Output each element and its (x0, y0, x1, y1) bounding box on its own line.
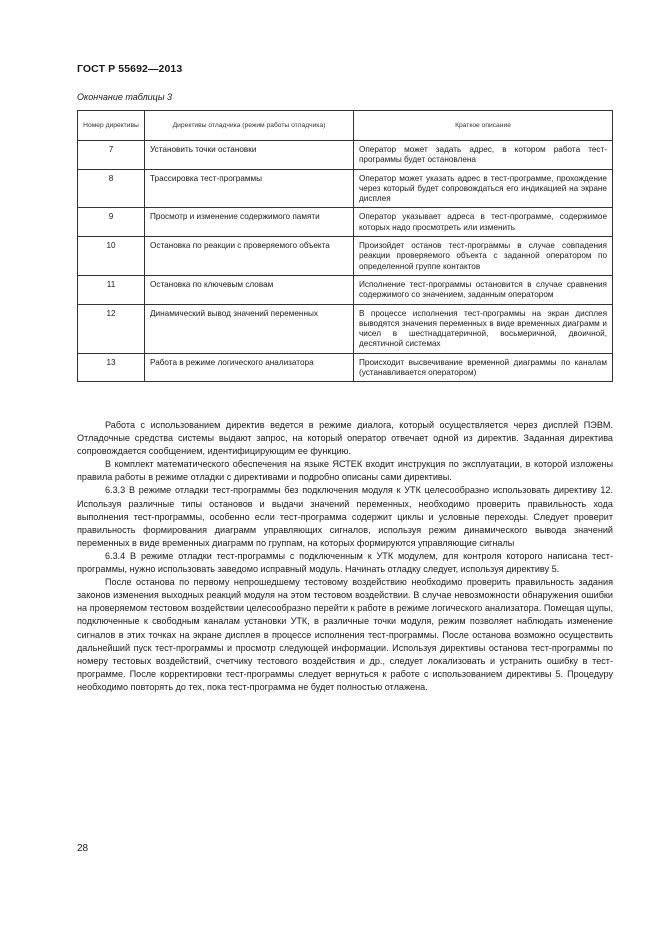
row-description: Оператор может указать адрес в тест-программе, прохождение через который будет сопровождаться его индикацией на экране дисплея (354, 169, 613, 208)
paragraph: После останова по первому непрошедшему тестовому воздействию необходимо проверить правильность задания законов изменения выходных реакций модуля на этом тестовом воздействии. В случае невозможности обнаружения ошибки на проверяемом тестовом воздействии целесообразно перейти к работе в режиме логического анализатора. Помещая щупы, подключенные к свободным каналам установки УТК, в различные точки модуля, режим позволяет наблюдать изменение сигналов в этих точках на экране дисплея в процессе исполнения тест-программы. После останова возможно осуществить дальнейший пуск тест-программы и просмотр следующей информации. Используя директивы останова тест-программы по номеру тестовых воздействий, счетчику тестового воздействия и др., следует локализовать и устранить ошибку в тест-программе. После корректировки тест-программы следует вернуться к работе с использованием директивы 5. Процедуру необходимо повторять до тех, пока тест-программа не будет полностью отлажена. (77, 577, 613, 692)
row-number: 7 (78, 141, 145, 170)
header-description: Краткое описание (354, 111, 613, 141)
row-description: Произойдет останов тест-программы в случае совпадения реакции проверяемого объекта с заданной оператором по определенной группе контактов (354, 237, 613, 276)
paragraph: В комплект математического обеспечения на языке ЯСТЕК входит инструкция по эксплуатации, в которой изложены правила работы в режиме отладки с директивами и подробно описаны сами директивы. (77, 459, 613, 483)
row-number: 9 (78, 208, 145, 237)
directives-table (77, 110, 613, 382)
body-text (77, 419, 613, 694)
row-directive: Остановка по реакции с проверяемого объекта (145, 237, 354, 276)
row-directive: Трассировка тест-программы (145, 169, 354, 208)
document-header: ГОСТ Р 55692—2013 (77, 63, 183, 75)
row-number: 13 (78, 353, 145, 382)
row-number: 12 (78, 304, 145, 353)
paragraph: 6.3.3 В режиме отладки тест-программы без подключения модуля к УТК целесообразно использовать директиву 12. Используя различные типы остановов и выдачи значений переменных, необходимо проверить правильность хода выполнения тест-программы, особенно если тест-программа содержит циклы и условные переходы. Следует проверит правильность формирования диаграмм управляющих сигналов, используя режим динамического вывода значений переменных в виде временных диаграмм по группам, на которых формируются управляющие сигналы (77, 485, 613, 548)
table-row (78, 353, 613, 382)
row-number: 11 (78, 275, 145, 304)
row-directive: Установить точки остановки (145, 141, 354, 170)
table-caption: Окончание таблицы 3 (77, 92, 172, 102)
paragraph: 6.3.4 В режиме отладки тест-программы с подключенным к УТК модулем, для контроля которого написана тест-программы, нужно использовать заведомо исправный модуль. Начинать отладку следует, используя директиву 5. (77, 550, 613, 575)
row-number: 8 (78, 169, 145, 208)
table-header-row (78, 111, 613, 141)
table-row (78, 208, 613, 237)
row-description: Оператор может задать адрес, в котором работа тест-программы будет остановлена (354, 141, 613, 170)
paragraph: Работа с использованием директив ведется в режиме диалога, который осуществляется через дисплей ПЭВМ. Отладочные средства системы выдают запрос, на который оператор отвечает одной из директив. Заданная директива сопровождается сообщением, идентифицирующим ее функцию. (77, 420, 613, 457)
row-directive: Динамический вывод значений переменных (145, 304, 354, 353)
row-directive: Остановка по ключевым словам (145, 275, 354, 304)
table-row (78, 304, 613, 353)
page-number: 28 (77, 843, 89, 854)
table-row (78, 237, 613, 276)
table-row (78, 141, 613, 170)
row-description: Происходит высвечивание временной диаграммы по каналам (устанавливается оператором) (354, 353, 613, 382)
row-directive: Просмотр и изменение содержимого памяти (145, 208, 354, 237)
header-directive: Директивы отладчика (режим работы отладчика) (145, 111, 354, 141)
row-number: 10 (78, 237, 145, 276)
row-description: Исполнение тест-программы остановится в случае сравнения содержимого со значением, заданным оператором (354, 275, 613, 304)
row-description: Оператор указывает адреса в тест-программе, содержимое которых надо просмотреть или изменить (354, 208, 613, 237)
table-row (78, 275, 613, 304)
header-number: Номер директивы (78, 111, 145, 141)
row-directive: Работа в режиме логического анализатора (145, 353, 354, 382)
table-row (78, 169, 613, 208)
row-description: В процессе исполнения тест-программы на экран дисплея выводятся значения переменных в виде временных диаграмм и чисел в шестнадцатеричной, восьмеричной, двоичной, десятичной системах (354, 304, 613, 353)
